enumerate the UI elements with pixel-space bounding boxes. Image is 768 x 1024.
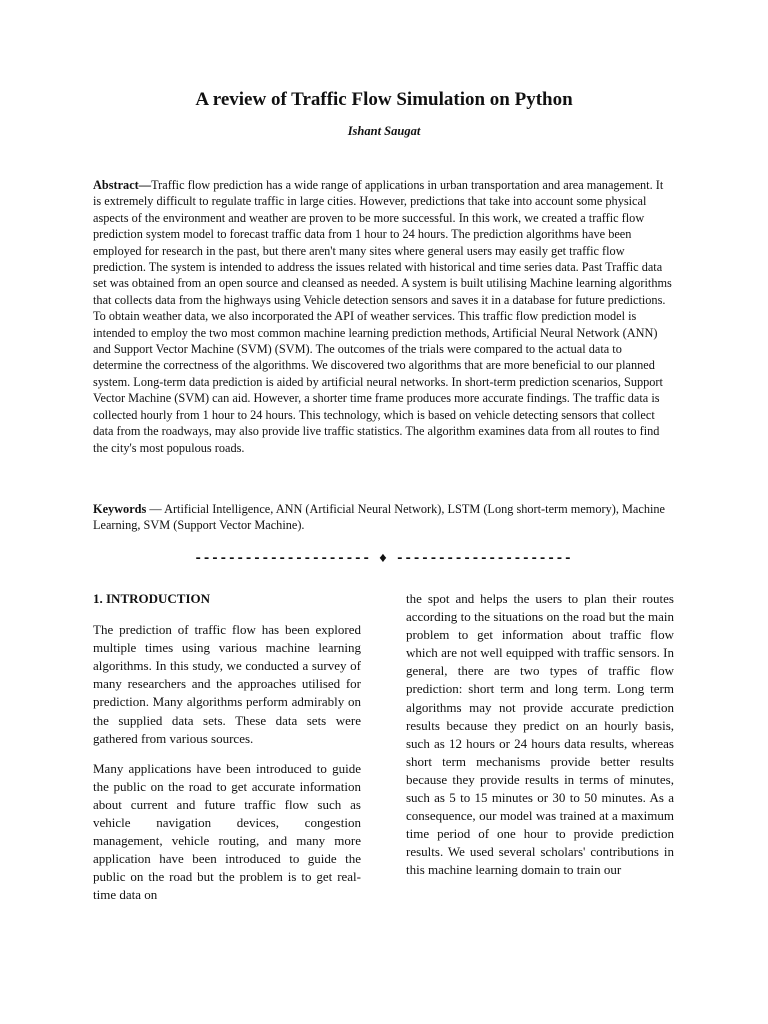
paper-title: A review of Traffic Flow Simulation on Python — [195, 89, 573, 110]
intro-paragraph-2: Many applications have been introduced to guide the public on the road to get accurate information about current and future traffic flow such as vehicle navigation devices, congestion management, vehicle routing, and many more application have been introduced to guide the public on the road but the problem is to get real-time data on — [93, 760, 361, 903]
abstract-text: Traffic flow prediction has a wide range of applications in urban transportation and area management. It is extremely difficult to regulate traffic in large cities. However, predictions that take into account some physical aspects of the environment and weather are proven to be more successful. In this work, we created a traffic flow prediction system model to forecast traffic data from 1 hour to 24 hours. The prediction algorithms have been employed for research in the past, but there aren't many sites where general users may easily get traffic flow prediction. The system is intended to address the issues related with historical and time series data. Past Traffic data set was obtained from an open source and cleansed as needed. A system is built utilising Machine learning algorithms that collects data from the highways using Vehicle detection sensors and saves it in a database for future predictions. To obtain weather data, we also incorporated the API of weather services. This traffic flow prediction model is intended to employ the two most common machine learning prediction methods, Artificial Neural Network (ANN) and Support Vector Machine (SVM) (SVM). The outcomes of the trials were compared to the actual data to determine the correctness of the algorithms. We discovered two algorithms that are more beneficial to our planned system. Long-term data prediction is aided by artificial neural networks. In short-term prediction scenarios, Support Vector Machine (SVM) can aid. However, a shorter time frame produces more accurate findings. The traffic data is collected hourly from 1 hour to 24 hours. This technology, which is based on vehicle detecting sensors that collect data from the roadways, may also provide live traffic statistics. The algorithm examines data from all routes to find the city's most populous roads. — [93, 178, 672, 455]
author-name: Ishant Saugat — [347, 124, 421, 138]
keywords-text: — Artificial Intelligence, ANN (Artificial Neural Network), LSTM (Long short-term memory), Machine Learning, SVM (Support Vector Machine). — [93, 502, 666, 533]
keywords — [93, 501, 673, 534]
intro-paragraph-continued: the spot and helps the users to plan their routes according to the situations on the road but the main problem to get information about traffic flow which are not well equipped with traffic sensors. In general, there are two types of traffic flow prediction: short term and long term. Long term algorithms may not provide accurate prediction results because they predict on an hourly basis, such as 12 hours or 24 hours data results, whereas short term mechanisms provide better results because they provide results in terms of minutes, such as 5 to 15 minutes or 30 to 50 minutes. As a consequence, our model was trained at a maximum time period of one hour to provide prediction results. We used several scholars' contributions in this machine learning domain to train our — [406, 591, 674, 878]
intro-paragraph-1: The prediction of traffic flow has been explored multiple times using various machine learning algorithms. In this study, we conducted a survey of many researchers and the approaches utilised for prediction. Many algorithms perform admirably on the supplied data sets. These data sets were gathered from various sources. — [93, 622, 361, 746]
abstract-label: Abstract— — [93, 178, 152, 192]
right-column — [406, 590, 674, 892]
keywords-label: Keywords — [93, 502, 147, 516]
abstract — [93, 177, 673, 456]
section-separator: --------------------- ♦ --------------------- — [193, 551, 573, 567]
left-column — [93, 590, 361, 917]
section-heading-introduction: 1. INTRODUCTION — [93, 591, 211, 606]
